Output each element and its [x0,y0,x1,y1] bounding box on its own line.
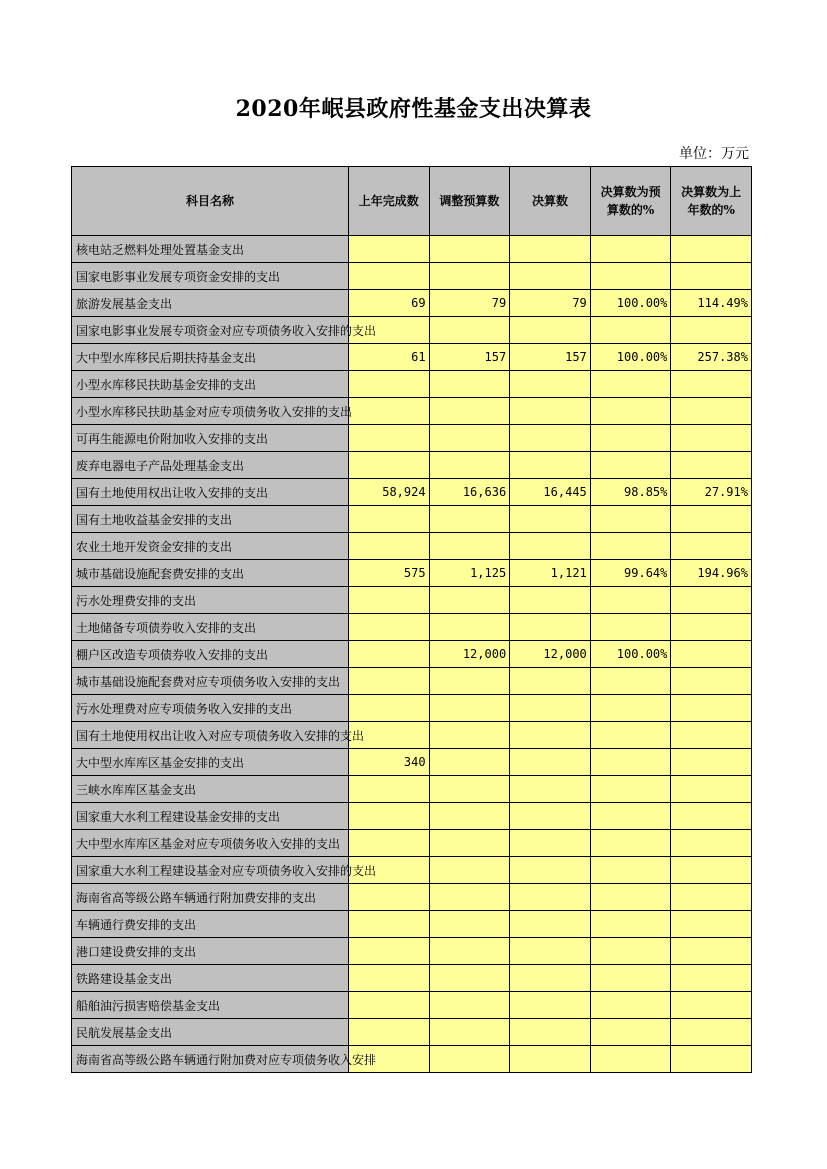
cell-prev: 340 [349,749,430,776]
row-name-cell [72,938,349,965]
table-row [72,614,752,641]
row-name-cell [72,560,349,587]
row-name: 污水处理费对应专项债务收入安排的支出 [76,701,293,716]
table-row [72,722,752,749]
row-name-cell [72,290,349,317]
cell-budget: 12,000 [429,641,510,668]
row-name: 船舶油污损害赔偿基金支出 [76,998,221,1013]
cell-pct-prev [671,371,752,398]
row-name-cell [72,506,349,533]
row-name: 铁路建设基金支出 [76,971,173,986]
cell-pct-prev [671,641,752,668]
table-row [72,263,752,290]
row-name-cell [72,776,349,803]
cell-pct-budget [590,506,671,533]
cell-pct-prev [671,776,752,803]
row-name: 城市基础设施配套费安排的支出 [76,566,245,581]
table-row [72,290,752,317]
cell-pct-budget [590,371,671,398]
cell-final [510,668,591,695]
cell-final [510,236,591,263]
cell-pct-budget [590,722,671,749]
row-name-cell [72,263,349,290]
cell-final [510,398,591,425]
table-row [72,506,752,533]
cell-budget [429,452,510,479]
row-name-cell [72,722,365,749]
cell-pct-prev [671,398,752,425]
cell-pct-prev [671,317,752,344]
table-row [72,830,752,857]
cell-pct-prev [671,911,752,938]
row-name-cell [72,992,349,1019]
cell-pct-budget [590,938,671,965]
row-name: 可再生能源电价附加收入安排的支出 [76,431,269,446]
row-name-cell [72,317,377,344]
cell-pct-budget [590,803,671,830]
budget-table [71,166,752,1073]
cell-pct-budget: 100.00% [590,641,671,668]
cell-prev [349,371,430,398]
cell-final [510,506,591,533]
row-name-cell [72,857,377,884]
cell-pct-budget [590,776,671,803]
cell-budget [429,884,510,911]
cell-prev [349,236,430,263]
cell-prev [349,938,430,965]
header-name: 科目名称 [72,167,349,236]
cell-prev: 58,924 [349,479,430,506]
table-row [72,911,752,938]
row-name: 国家电影事业发展专项资金对应专项债务收入安排的支出 [76,323,377,338]
cell-final [510,1046,591,1073]
cell-pct-prev [671,236,752,263]
cell-prev [349,1019,430,1046]
table-row [72,857,752,884]
row-name: 大中型水库库区基金安排的支出 [76,755,245,770]
table-row [72,587,752,614]
row-name: 海南省高等级公路车辆通行附加费对应专项债务收入安排 [76,1052,377,1067]
row-name-cell [72,425,349,452]
table-row [72,452,752,479]
header-pct-prev: 决算数为上 年数的% [671,167,752,236]
cell-final [510,722,591,749]
table-row [72,398,752,425]
cell-pct-budget: 99.64% [590,560,671,587]
cell-pct-prev: 257.38% [671,344,752,371]
cell-pct-budget [590,965,671,992]
cell-pct-prev [671,722,752,749]
cell-prev [349,911,430,938]
row-name: 海南省高等级公路车辆通行附加费安排的支出 [76,890,317,905]
cell-pct-budget [590,992,671,1019]
cell-final [510,371,591,398]
cell-pct-budget [590,317,671,344]
row-name: 农业土地开发资金安排的支出 [76,539,233,554]
header-prev: 上年完成数 [349,167,430,236]
cell-pct-budget [590,452,671,479]
cell-final [510,695,591,722]
row-name: 旅游发展基金支出 [76,296,173,311]
row-name-cell [72,344,349,371]
cell-pct-budget: 100.00% [590,290,671,317]
cell-prev [349,263,430,290]
row-name: 棚户区改造专项债券收入安排的支出 [76,647,269,662]
cell-prev [349,830,430,857]
cell-pct-budget [590,587,671,614]
cell-pct-budget [590,425,671,452]
cell-final [510,776,591,803]
row-name-cell [72,911,349,938]
row-name: 大中型水库库区基金对应专项债务收入安排的支出 [76,836,341,851]
cell-pct-budget [590,857,671,884]
cell-final [510,857,591,884]
row-name: 国家重大水利工程建设基金安排的支出 [76,809,281,824]
cell-budget [429,587,510,614]
cell-prev [349,695,430,722]
row-name-cell [72,614,349,641]
row-name: 港口建设费安排的支出 [76,944,197,959]
cell-prev [349,425,430,452]
row-name: 城市基础设施配套费对应专项债务收入安排的支出 [76,674,341,689]
row-name: 大中型水库移民后期扶持基金支出 [76,350,257,365]
row-name: 国有土地使用权出让收入安排的支出 [76,485,269,500]
cell-pct-prev: 27.91% [671,479,752,506]
row-name-cell [72,1019,349,1046]
table-row [72,641,752,668]
row-name: 小型水库移民扶助基金对应专项债务收入安排的支出 [76,404,353,419]
row-name-cell [72,533,349,560]
cell-final [510,992,591,1019]
cell-pct-prev [671,884,752,911]
row-name-cell [72,641,349,668]
cell-budget [429,371,510,398]
cell-pct-budget [590,911,671,938]
cell-prev: 575 [349,560,430,587]
table-row [72,479,752,506]
cell-final: 12,000 [510,641,591,668]
cell-final [510,911,591,938]
cell-pct-budget [590,884,671,911]
cell-prev: 69 [349,290,430,317]
table-row [72,1019,752,1046]
cell-pct-prev [671,533,752,560]
cell-pct-prev [671,452,752,479]
row-name-cell [72,398,353,425]
row-name: 小型水库移民扶助基金安排的支出 [76,377,257,392]
table-row [72,344,752,371]
cell-prev [349,884,430,911]
cell-budget: 1,125 [429,560,510,587]
cell-prev [349,452,430,479]
cell-pct-prev [671,587,752,614]
table-row [72,749,752,776]
table-row [72,317,752,344]
cell-budget [429,1019,510,1046]
cell-pct-budget [590,614,671,641]
table-body [72,236,752,1073]
cell-budget [429,668,510,695]
cell-pct-prev [671,614,752,641]
table-row [72,425,752,452]
cell-pct-prev [671,1019,752,1046]
cell-pct-prev [671,938,752,965]
cell-pct-budget [590,398,671,425]
table-row [72,803,752,830]
cell-final: 1,121 [510,560,591,587]
table-row [72,1046,752,1073]
row-name: 国有土地收益基金安排的支出 [76,512,233,527]
cell-budget [429,722,510,749]
cell-pct-prev [671,830,752,857]
table-row [72,668,752,695]
cell-budget [429,776,510,803]
row-name-cell [72,668,349,695]
cell-budget: 79 [429,290,510,317]
cell-budget [429,965,510,992]
cell-budget [429,317,510,344]
cell-budget: 16,636 [429,479,510,506]
cell-pct-budget: 98.85% [590,479,671,506]
cell-pct-prev [671,965,752,992]
cell-prev [349,641,430,668]
header-budget: 调整预算数 [429,167,510,236]
cell-final [510,317,591,344]
cell-final: 16,445 [510,479,591,506]
cell-budget [429,830,510,857]
cell-pct-prev: 114.49% [671,290,752,317]
table-row [72,695,752,722]
cell-budget [429,992,510,1019]
cell-pct-prev [671,857,752,884]
cell-pct-prev [671,1046,752,1073]
cell-pct-prev [671,668,752,695]
cell-budget [429,506,510,533]
cell-pct-prev [671,263,752,290]
cell-pct-budget [590,695,671,722]
cell-prev [349,506,430,533]
cell-final [510,425,591,452]
row-name-cell [72,803,349,830]
cell-final: 157 [510,344,591,371]
row-name: 土地储备专项债券收入安排的支出 [76,620,257,635]
row-name-cell [72,965,349,992]
cell-prev [349,668,430,695]
cell-prev [349,587,430,614]
header-pct-budget: 决算数为预 算数的% [590,167,671,236]
cell-final [510,587,591,614]
cell-pct-budget [590,1046,671,1073]
cell-final [510,965,591,992]
row-name-cell [72,452,349,479]
row-name-cell [72,236,349,263]
cell-pct-budget [590,749,671,776]
cell-budget [429,938,510,965]
cell-final: 79 [510,290,591,317]
cell-budget [429,695,510,722]
cell-pct-budget [590,830,671,857]
row-name: 国家重大水利工程建设基金对应专项债务收入安排的支出 [76,863,377,878]
table-row [72,236,752,263]
unit-label: 单位：万元 [679,146,749,162]
cell-final [510,803,591,830]
cell-final [510,533,591,560]
cell-final [510,884,591,911]
table-row [72,371,752,398]
cell-prev [349,614,430,641]
cell-prev [349,398,430,425]
row-name: 废弃电器电子产品处理基金支出 [76,458,245,473]
row-name-cell [72,830,349,857]
cell-budget [429,263,510,290]
table-row [72,992,752,1019]
row-name-cell [72,695,349,722]
cell-pct-budget [590,263,671,290]
cell-final [510,263,591,290]
table-row [72,938,752,965]
cell-budget [429,857,510,884]
cell-pct-budget: 100.00% [590,344,671,371]
cell-final [510,938,591,965]
cell-budget: 157 [429,344,510,371]
row-name-cell [72,587,349,614]
table-row [72,560,752,587]
row-name-cell [72,1046,377,1073]
cell-pct-budget [590,668,671,695]
cell-budget [429,1046,510,1073]
cell-final [510,452,591,479]
table-row [72,884,752,911]
cell-pct-prev [671,992,752,1019]
cell-pct-prev: 194.96% [671,560,752,587]
row-name: 车辆通行费安排的支出 [76,917,197,932]
table-row [72,533,752,560]
cell-pct-budget [590,533,671,560]
cell-prev [349,965,430,992]
cell-pct-budget [590,236,671,263]
row-name-cell [72,749,349,776]
row-name: 污水处理费安排的支出 [76,593,197,608]
row-name-cell [72,371,349,398]
cell-budget [429,398,510,425]
cell-budget [429,533,510,560]
table-row [72,776,752,803]
row-name-cell [72,884,349,911]
row-name: 国家电影事业发展专项资金安排的支出 [76,269,281,284]
cell-pct-prev [671,695,752,722]
cell-prev: 61 [349,344,430,371]
cell-pct-prev [671,749,752,776]
cell-prev [349,992,430,1019]
table-header-row [72,167,752,236]
cell-budget [429,803,510,830]
row-name: 三峡水库库区基金支出 [76,782,197,797]
cell-final [510,614,591,641]
cell-prev [349,776,430,803]
page-title: 2020年岷县政府性基金支出决算表 [235,96,592,122]
cell-budget [429,911,510,938]
header-final: 决算数 [510,167,591,236]
cell-final [510,1019,591,1046]
cell-pct-budget [590,1019,671,1046]
cell-budget [429,614,510,641]
table-row [72,965,752,992]
cell-pct-prev [671,506,752,533]
cell-budget [429,425,510,452]
cell-pct-prev [671,425,752,452]
cell-budget [429,749,510,776]
row-name-cell [72,479,349,506]
row-name: 国有土地使用权出让收入对应专项债务收入安排的支出 [76,728,365,743]
cell-prev [349,803,430,830]
cell-budget [429,236,510,263]
cell-final [510,830,591,857]
cell-prev [349,533,430,560]
row-name: 民航发展基金支出 [76,1025,173,1040]
row-name: 核电站乏燃料处理处置基金支出 [76,242,245,257]
cell-pct-prev [671,803,752,830]
cell-final [510,749,591,776]
